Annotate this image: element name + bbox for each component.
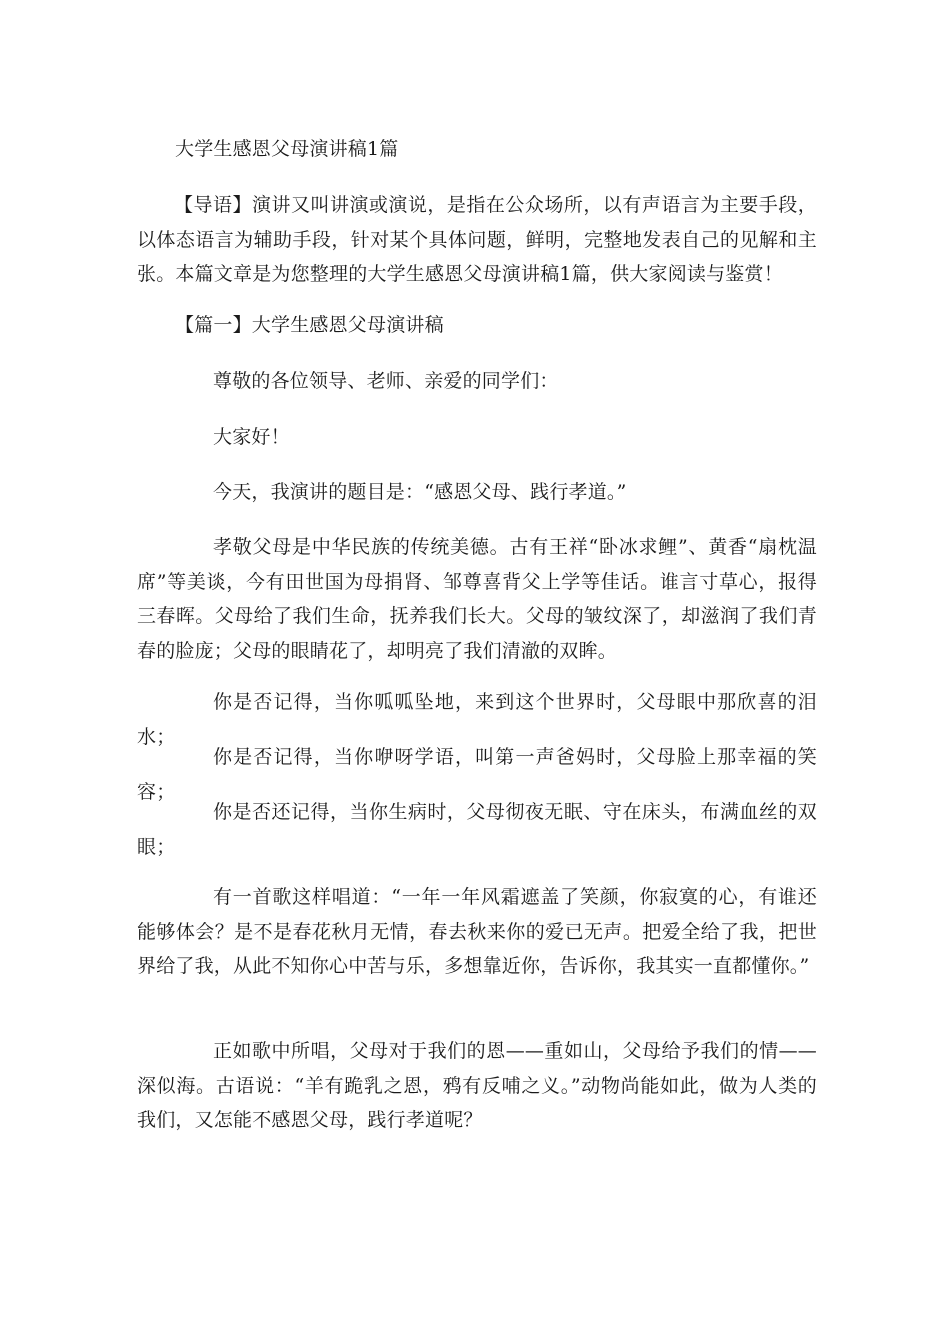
remember-paragraph-1: 你是否记得，当你呱呱坠地，来到这个世界时，父母眼中那欣喜的泪水； bbox=[137, 691, 817, 748]
remember-paragraph-3: 你是否还记得，当你生病时，父母彻夜无眠、守在床头，布满血丝的双眼； bbox=[137, 801, 817, 858]
filial-piety-paragraph: 孝敬父母是中华民族的传统美德。古有王祥“卧冰求鲤”、黄香“扇枕温席”等美谈，今有田世国为母捐肾、邹尊喜背父上学等佳话。谁言寸草心，报得三春晖。父母给了我们生命，抚养我们长大。父母的皱纹深了，却滋润了我们青春的脸庞；父母的眼睛花了，却明亮了我们清澈的双眸。 bbox=[137, 536, 817, 662]
document-title: 大学生感恩父母演讲稿1篇 bbox=[175, 138, 399, 160]
greeting-paragraph: 大家好！ bbox=[213, 426, 290, 448]
section-heading: 【篇一】大学生感恩父母演讲稿 bbox=[175, 314, 444, 336]
salutation-paragraph: 尊敬的各位领导、老师、亲爱的同学们： bbox=[213, 370, 559, 392]
closing-paragraph: 正如歌中所唱，父母对于我们的恩——重如山，父母给予我们的情——深似海。古语说：“羊有跪乳之恩，鸦有反哺之义。”动物尚能如此，做为人类的我们，又怎能不感恩父母，践行孝道呢？ bbox=[137, 1040, 817, 1131]
intro-paragraph: 【导语】演讲又叫讲演或演说，是指在公众场所，以有声语言为主要手段，以体态语言为辅助手段，针对某个具体问题，鲜明，完整地发表自己的见解和主张。本篇文章是为您整理的大学生感恩父母演讲稿1篇，供大家阅读与鉴赏！ bbox=[137, 194, 817, 285]
topic-paragraph: 今天，我演讲的题目是：“感恩父母、践行孝道。” bbox=[213, 481, 627, 503]
remember-paragraph-2: 你是否记得，当你咿呀学语，叫第一声爸妈时，父母脸上那幸福的笑容； bbox=[137, 746, 817, 803]
song-paragraph: 有一首歌这样唱道：“一年一年风霜遮盖了笑颜，你寂寞的心，有谁还能够体会？是不是春花秋月无情，春去秋来你的爱已无声。把爱全给了我，把世界给了我，从此不知你心中苦与乐，多想靠近你，告诉你，我其实一直都懂你。” bbox=[137, 886, 817, 977]
